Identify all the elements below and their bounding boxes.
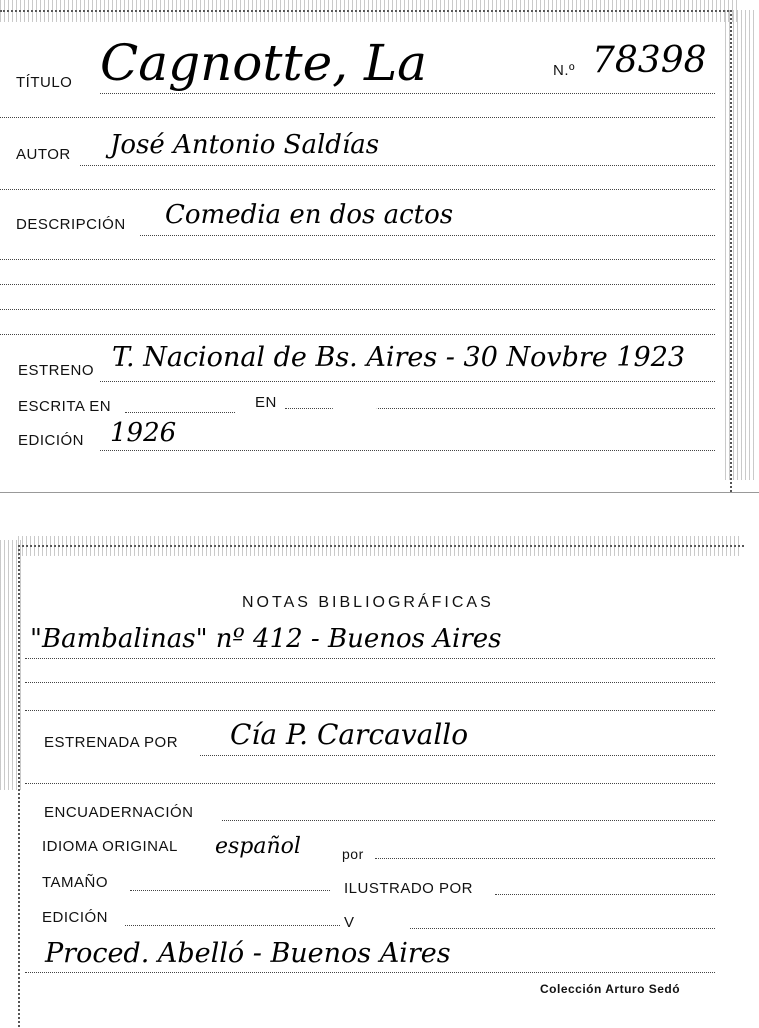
impresor-value: Proced. Abelló - Buenos Aires — [45, 938, 451, 969]
idioma-label: IDIOMA ORIGINAL — [42, 838, 178, 855]
v-label: V — [344, 914, 355, 931]
notas-line: "Bambalinas" nº 412 - Buenos Aires — [30, 624, 502, 654]
scan-speckle-right — [725, 10, 755, 480]
titulo-rule — [100, 93, 715, 94]
idioma-value: español — [215, 834, 301, 859]
edicion-rule — [100, 450, 715, 451]
edicion-label-2: EDICIÓN — [42, 909, 109, 926]
estreno-rule — [100, 381, 715, 382]
numero-label: N.º — [553, 62, 575, 79]
rule — [0, 259, 715, 260]
descripcion-label: DESCRIPCIÓN — [16, 216, 126, 233]
escrita-rule — [125, 412, 235, 413]
encuadernacion-rule — [222, 820, 715, 821]
ilustrado-rule — [495, 894, 715, 895]
notas-heading: NOTAS BIBLIOGRÁFICAS — [242, 594, 494, 611]
autor-label: AUTOR — [16, 146, 71, 163]
scan-speckle-left — [0, 540, 22, 790]
edicion-label: EDICIÓN — [18, 432, 85, 449]
rule — [25, 972, 715, 973]
ilustrado-label: ILUSTRADO POR — [344, 880, 474, 897]
rule — [0, 189, 715, 190]
rule — [25, 783, 715, 784]
rule — [0, 117, 715, 118]
por-rule — [375, 858, 715, 859]
descripcion-value: Comedia en dos actos — [165, 200, 454, 230]
rule — [0, 334, 715, 335]
en-label: EN — [255, 394, 277, 411]
rule — [25, 682, 715, 683]
card-divider — [0, 492, 759, 493]
v-rule — [365, 928, 715, 929]
scan-speckle-top — [0, 0, 740, 22]
escrita-label: ESCRITA EN — [18, 398, 112, 415]
estreno-label: ESTRENO — [18, 362, 95, 379]
numero-value: 78398 — [592, 40, 707, 81]
estreno-value: T. Nacional de Bs. Aires - 30 Novbre 1923 — [112, 342, 686, 373]
autor-rule — [80, 165, 715, 166]
titulo-label: TÍTULO — [16, 74, 73, 91]
rule — [25, 710, 715, 711]
rule — [25, 658, 715, 659]
tamano-rule — [130, 890, 330, 891]
collection-credit: Colección Arturo Sedó — [540, 982, 681, 996]
estrenada-rule — [200, 755, 715, 756]
estrenada-value: Cía P. Carcavallo — [230, 718, 469, 751]
ink-blot — [325, 402, 385, 442]
tamano-label: TAMAÑO — [42, 874, 109, 891]
por-label: por — [342, 846, 364, 862]
descripcion-rule — [140, 235, 715, 236]
rule — [0, 284, 715, 285]
rule — [0, 309, 715, 310]
encuadernacion-label: ENCUADERNACIÓN — [44, 804, 194, 821]
scan-speckle-top — [18, 536, 742, 556]
edicion-rule-2 — [125, 925, 340, 926]
estrenada-label: ESTRENADA POR — [44, 734, 179, 751]
edicion-value: 1926 — [110, 418, 177, 448]
titulo-value: Cagnotte, La — [100, 34, 427, 92]
autor-value: José Antonio Saldías — [110, 130, 380, 160]
